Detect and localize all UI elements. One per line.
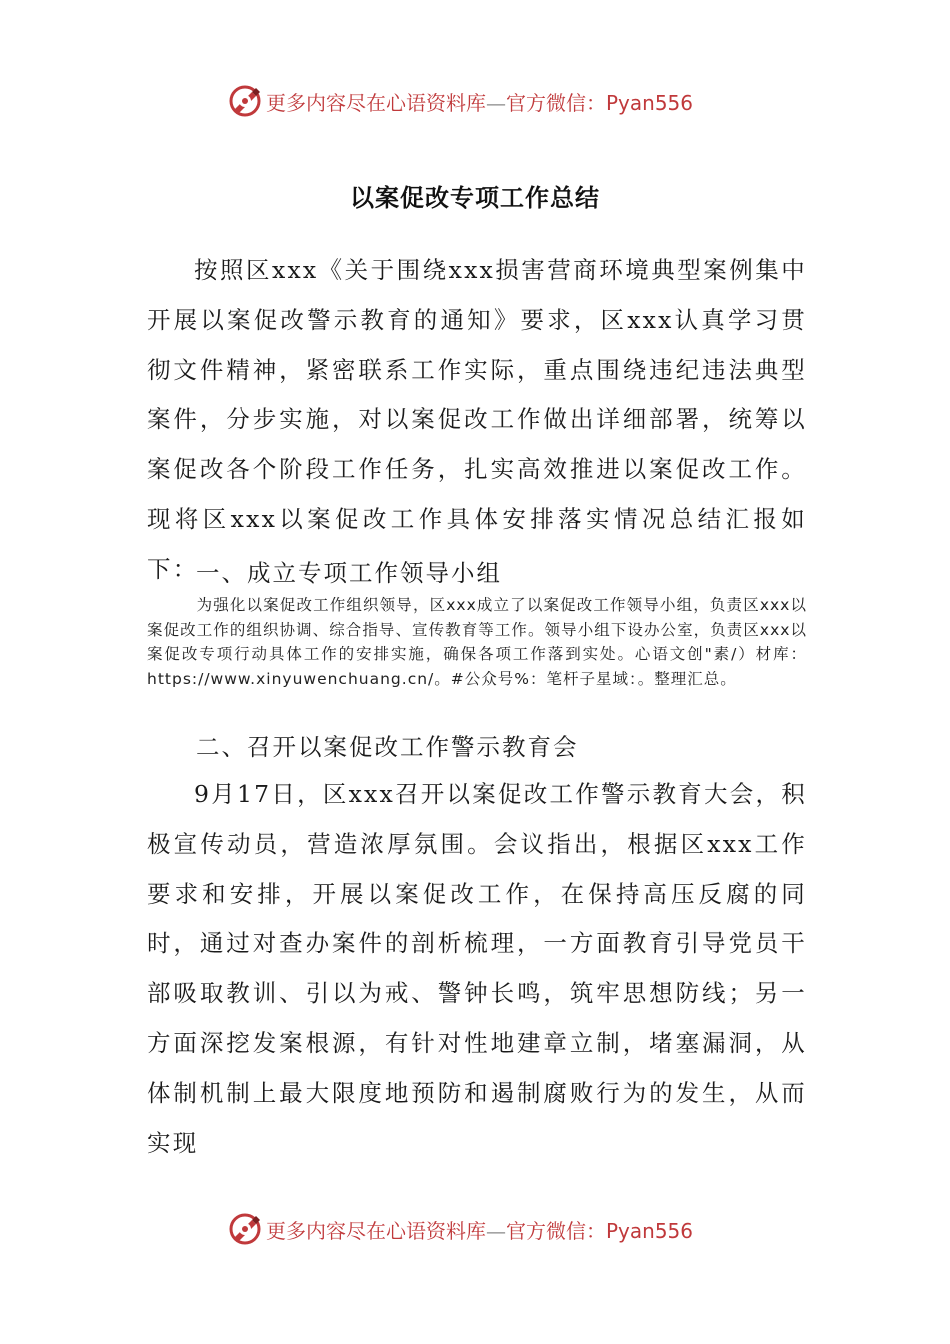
section-heading-2: 二、召开以案促改工作警示教育会 xyxy=(196,733,579,761)
footer-watermark xyxy=(228,1212,693,1246)
wechat-id: Pyan556 xyxy=(606,90,694,115)
watermark-text: 更多内容尽在心语资料库—官方微信：Pyan556 xyxy=(266,90,694,115)
body-paragraph-intro: 按照区xxx《关于围绕xxx损害营商环境典型案例集中开展以案促改警示教育的通知》要求，区xxx认真学习贯彻文件精神，紧密联系工作实际，重点围绕违纪违法典型案件，分步实施，对以案促改工作做出详细部署，统筹以案促改各个阶段工作任务，扎实高效推进以案促改工作。现将区xxx以案促改工作具体安排落实情况总结汇报如下： xyxy=(147,256,807,583)
section-heading-1: 一、成立专项工作领导小组 xyxy=(196,559,502,587)
watermark-text: 更多内容尽在心语资料库—官方微信：Pyan556 xyxy=(266,1218,694,1243)
wechat-id: Pyan556 xyxy=(606,1218,694,1243)
document-title: 以案促改专项工作总结 xyxy=(350,184,600,212)
pen-circle-logo-icon xyxy=(228,84,262,118)
pen-circle-logo-icon xyxy=(228,1212,262,1246)
header-watermark xyxy=(228,84,693,118)
body-paragraph-leadership-group: 为强化以案促改工作组织领导，区xxx成立了以案促改工作领导小组，负责区xxx以案促改工作的组织协调、综合指导、宣传教育等工作。领导小组下设办公室，负责区xxx以案促改专项行动具体工作的安排实施，确保各项工作落到实处。心语文创"素/）材库：https://www.xinyuwenchuang.cn/。#公众号%：笔杆子星域：。整理汇总。 xyxy=(147,596,807,688)
body-paragraph-meeting: 9月17日，区xxx召开以案促改工作警示教育大会，积极宣传动员，营造浓厚氛围。会议指出，根据区xxx工作要求和安排，开展以案促改工作，在保持高压反腐的同时，通过对查办案件的剖析梳理，一方面教育引导党员干部吸取教训、引以为戒、警钟长鸣，筑牢思想防线；另一方面深挖发案根源，有针对性地建章立制，堵塞漏洞，从体制机制上最大限度地预防和遏制腐败行为的发生，从而实现 xyxy=(147,780,807,1157)
